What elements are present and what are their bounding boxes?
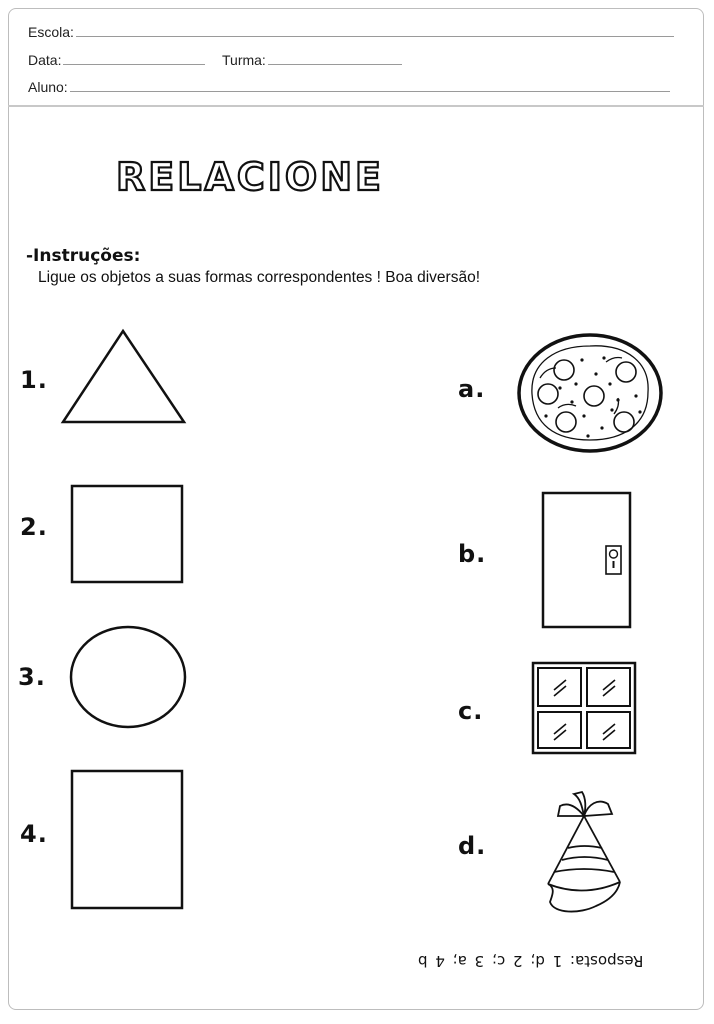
student-field[interactable] (28, 79, 670, 95)
header-divider (8, 105, 704, 107)
svg-text:RELACIONE: RELACIONE (116, 156, 384, 198)
school-field[interactable] (28, 24, 674, 40)
rectangle-icon[interactable] (70, 769, 186, 911)
answer-key: Resposta: 1 d; 2 c; 3 a; 4 b (418, 952, 644, 970)
item-number-2: 2. (20, 513, 48, 541)
item-letter-a: a. (458, 375, 486, 403)
class-label: Turma: (222, 52, 266, 68)
class-input-line[interactable] (268, 63, 402, 65)
item-letter-d: d. (458, 832, 487, 860)
date-label: Data: (28, 52, 62, 68)
date-input-line[interactable] (63, 63, 205, 65)
item-number-1: 1. (20, 366, 48, 394)
instructions-heading: -Instruções: (26, 246, 141, 266)
item-number-4: 4. (20, 820, 48, 848)
item-number-3: 3. (18, 663, 46, 691)
item-letter-b: b. (458, 540, 487, 568)
page-title (100, 156, 400, 203)
window-icon[interactable] (530, 660, 638, 756)
student-label: Aluno: (28, 79, 68, 95)
triangle-icon[interactable] (60, 328, 188, 426)
wooden-title-lettering (100, 156, 400, 198)
school-input-line[interactable] (76, 35, 674, 37)
pizza-icon[interactable] (516, 332, 664, 454)
item-letter-c: c. (458, 697, 484, 725)
circle-icon[interactable] (68, 625, 190, 731)
date-field[interactable] (28, 52, 205, 68)
instructions-text: Ligue os objetos a suas formas correspondentes ! Boa diversão! (38, 269, 481, 286)
class-field[interactable] (222, 52, 402, 68)
party-hat-icon[interactable] (540, 788, 640, 916)
square-icon[interactable] (70, 484, 186, 584)
school-label: Escola: (28, 24, 74, 40)
student-input-line[interactable] (70, 90, 670, 92)
door-icon[interactable] (540, 490, 634, 630)
